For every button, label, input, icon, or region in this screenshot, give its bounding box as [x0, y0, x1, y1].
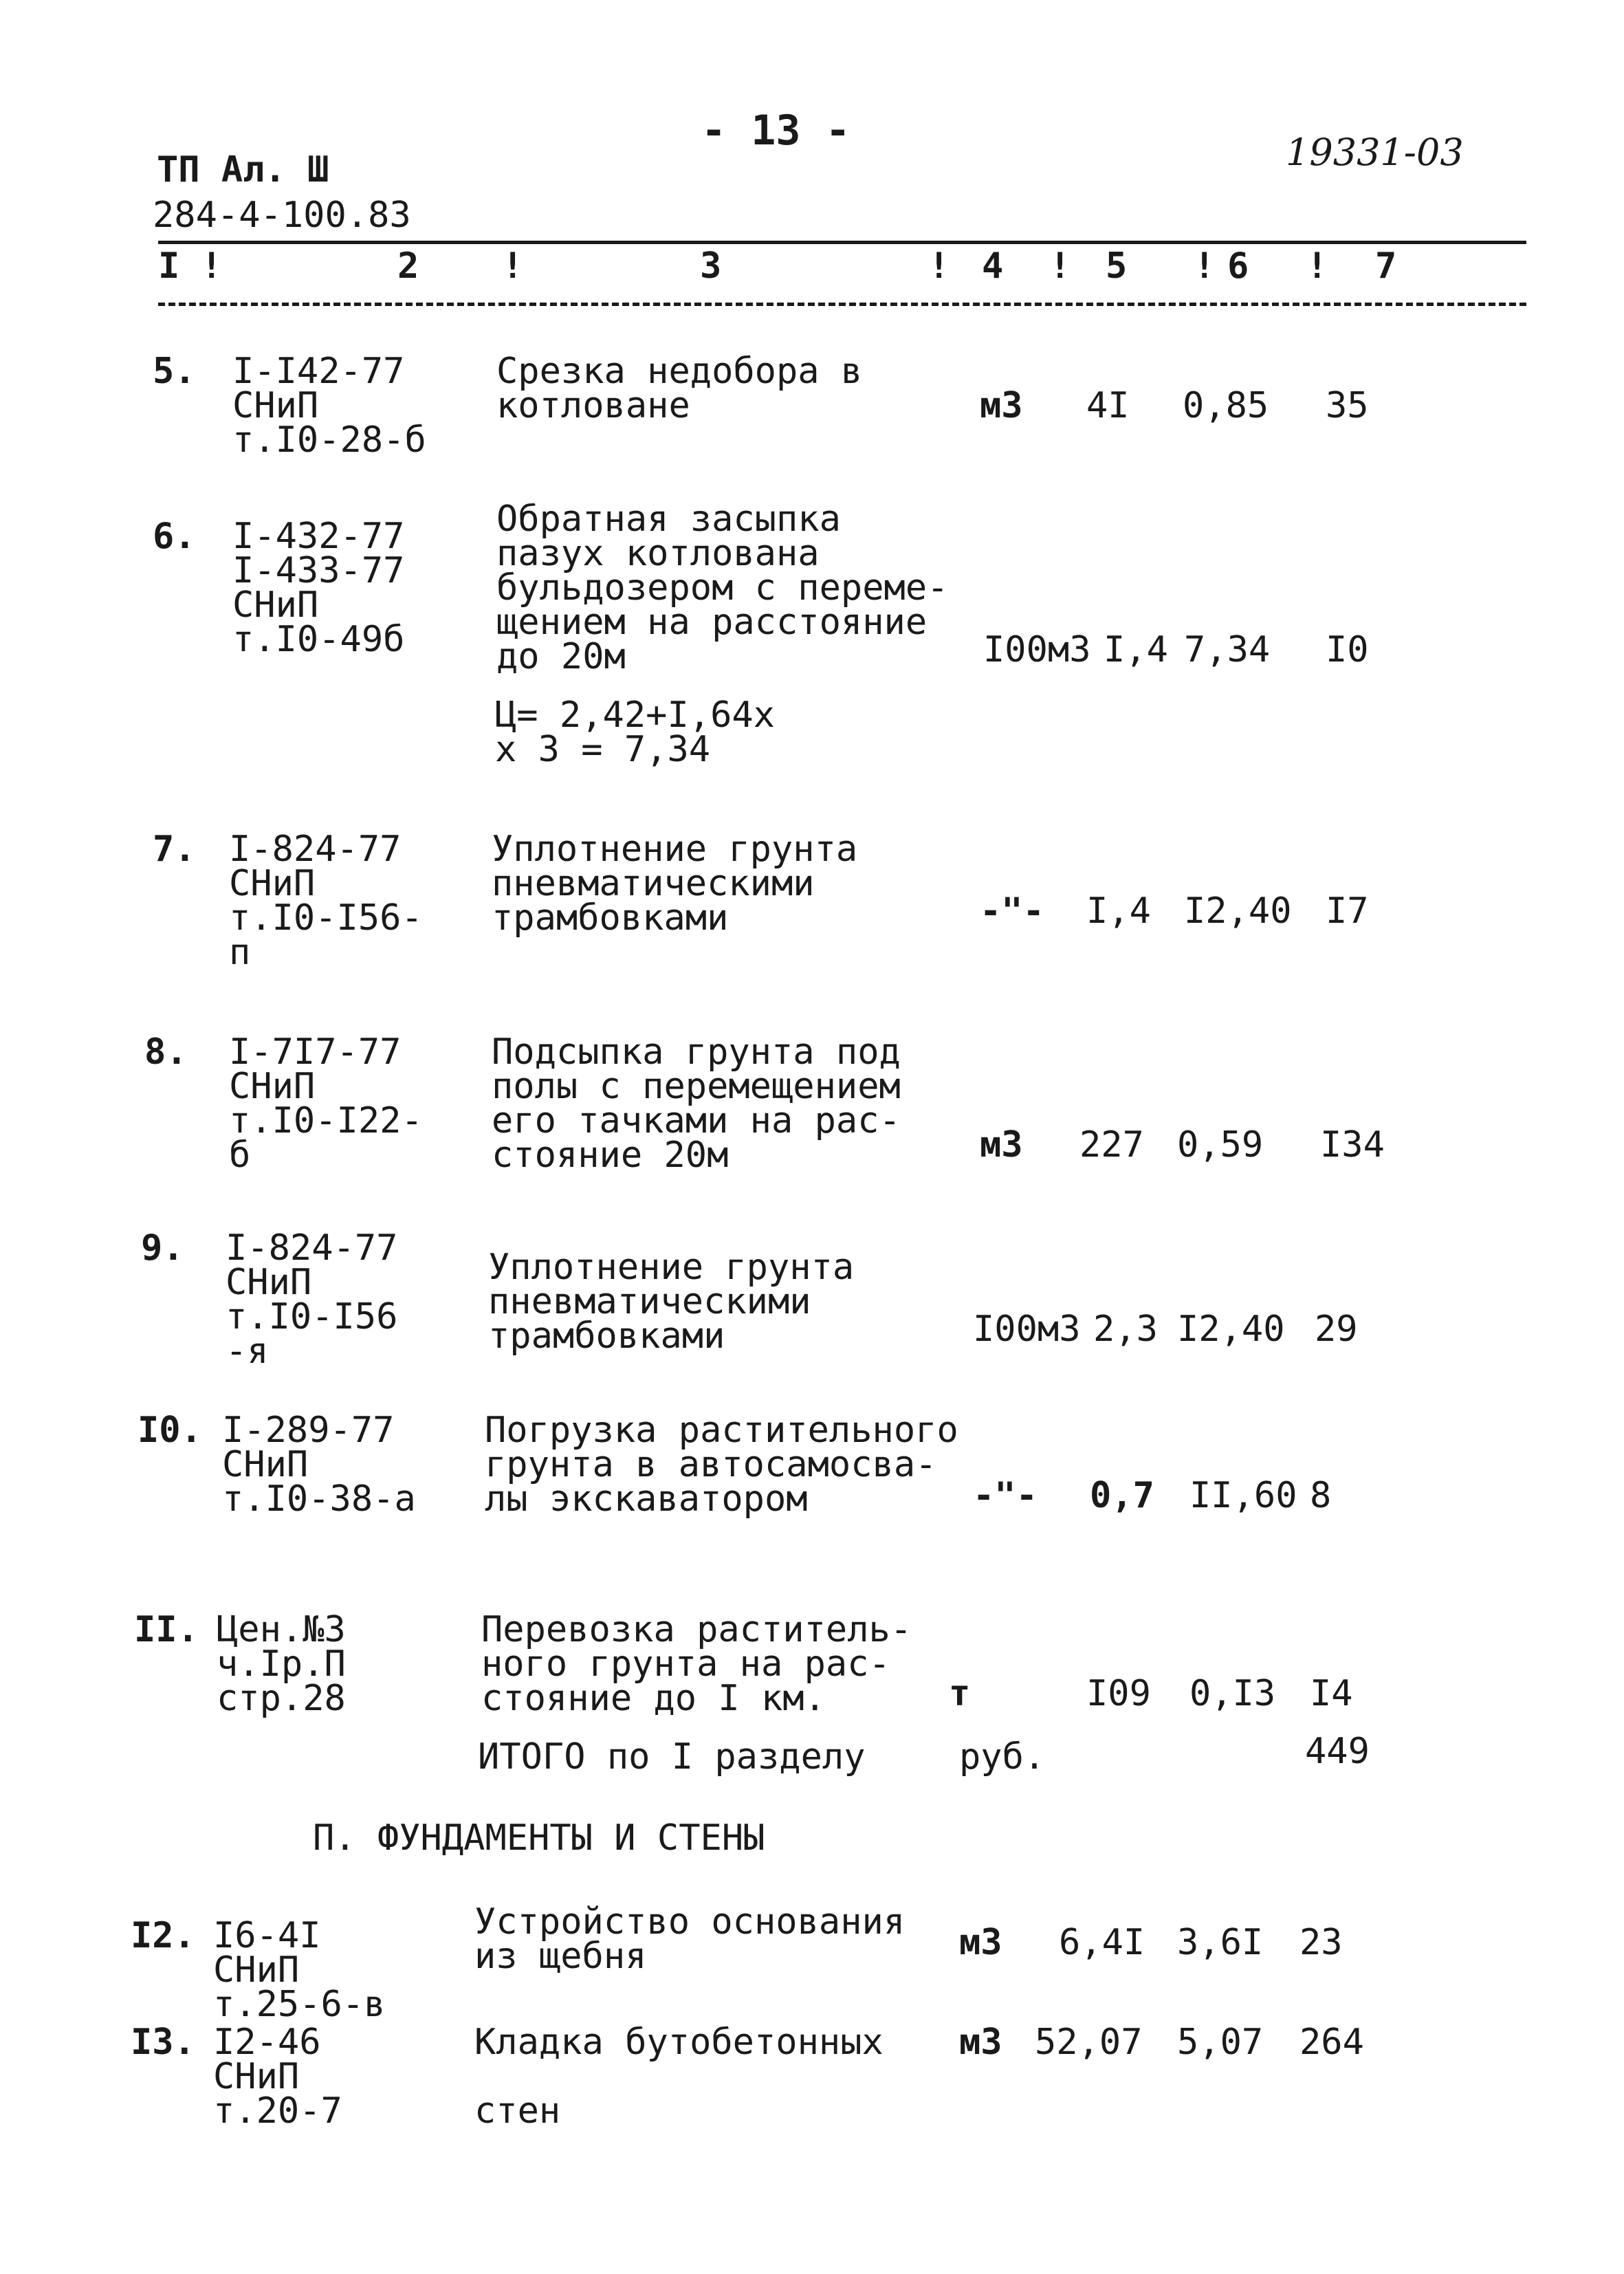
norm-reference: Цен.№3 ч.Iр.П стр.28: [217, 1609, 346, 1719]
total-cell: I34: [1320, 1124, 1385, 1166]
section-title: П. ФУНДАМЕНТЫ И СТЕНЫ: [313, 1817, 765, 1859]
col-sep: !: [1049, 245, 1071, 287]
row-number: 6.: [153, 516, 196, 557]
unit-price-cell: 7,34: [1184, 629, 1271, 670]
quantity-cell: 6,4I: [1059, 1922, 1145, 1963]
unit-cell: -"-: [980, 890, 1044, 932]
unit-price-cell: I2,40: [1184, 890, 1292, 932]
col-sep: !: [1306, 245, 1328, 287]
total-cell: I7: [1326, 890, 1369, 932]
col-6-label: 6: [1227, 245, 1249, 287]
total-cell: I0: [1326, 629, 1369, 670]
archive-number: 19331-03: [1286, 131, 1464, 174]
col-sep: !: [502, 245, 524, 287]
unit-price-cell: 0,I3: [1189, 1673, 1276, 1714]
total-cell: 35: [1326, 385, 1369, 426]
subtotal-unit: руб.: [959, 1736, 1046, 1778]
unit-cell: I00м3: [983, 629, 1091, 670]
row-number: I3.: [131, 2022, 195, 2063]
row-number: II.: [134, 1609, 199, 1650]
work-description: Срезка недобора в котловане: [496, 351, 863, 426]
unit-cell: м3: [980, 1124, 1023, 1166]
unit-cell: м3: [980, 385, 1023, 426]
quantity-cell: 0,7: [1090, 1475, 1154, 1516]
work-description: Устройство основания из щебня: [474, 1901, 906, 1977]
row-number: 9.: [141, 1227, 184, 1269]
column-header-row: [158, 245, 1526, 290]
unit-price-cell: I2,40: [1177, 1309, 1285, 1350]
norm-reference: I-289-77 СНиП т.I0-38-а: [222, 1410, 416, 1520]
quantity-cell: 2,3: [1093, 1309, 1158, 1350]
col-3-label: 3: [700, 245, 722, 287]
unit-price-cell: 5,07: [1177, 2022, 1264, 2063]
work-description: Обратная засыпка пазух котлована бульдозером с переме- щением на расстояние до 20м: [496, 499, 949, 677]
quantity-cell: I09: [1086, 1673, 1151, 1714]
subtotal-total: 449: [1305, 1731, 1370, 1772]
unit-cell: м3: [959, 1922, 1002, 1963]
total-cell: I4: [1310, 1673, 1353, 1714]
unit-price-cell: 0,59: [1177, 1124, 1264, 1166]
work-description: Перевозка раститель- ного грунта на рас- стояние до I км.: [481, 1609, 912, 1719]
doc-code: [157, 149, 329, 190]
unit-price-cell: II,60: [1189, 1475, 1297, 1516]
norm-reference: I-824-77 СНиП т.I0-I56 -я: [226, 1227, 398, 1372]
work-description: Уплотнение грунта пневматическими трамбовками: [488, 1247, 855, 1357]
work-description: Подсыпка грунта под полы с перемещением его тачками на рас- стояние 20м: [492, 1031, 901, 1176]
col-7-label: 7: [1375, 245, 1397, 287]
norm-reference: I-7I7-77 СНиП т.I0-I22- б: [229, 1031, 423, 1176]
unit-cell: I00м3: [973, 1309, 1081, 1350]
quantity-cell: 4I: [1086, 385, 1130, 426]
norm-reference: I-I42-77 СНиП т.I0-28-б: [232, 351, 426, 461]
row-number: I0.: [138, 1410, 202, 1451]
quantity-cell: 52,07: [1035, 2022, 1143, 2063]
header-bottom-rule: [158, 303, 1526, 306]
quantity-cell: 227: [1079, 1124, 1144, 1166]
col-1-label: I: [158, 245, 180, 287]
subtotal-label: ИТОГО по I разделу: [478, 1736, 866, 1778]
header-top-rule: [158, 241, 1526, 244]
unit-price-cell: 0,85: [1183, 385, 1269, 426]
total-cell: 29: [1315, 1309, 1358, 1350]
col-sep: !: [201, 245, 223, 287]
col-2-label: 2: [397, 245, 419, 287]
total-cell: 23: [1299, 1922, 1343, 1963]
row-number: 8.: [144, 1031, 188, 1073]
row-number: 7.: [153, 829, 196, 870]
col-sep: !: [1194, 245, 1216, 287]
col-sep: !: [928, 245, 950, 287]
row-number: I2.: [131, 1915, 195, 1956]
norm-reference: I-432-77 I-433-77 СНиП т.I0-49б: [232, 516, 405, 660]
row-number: 5.: [153, 351, 196, 392]
norm-reference: I2-46 СНиП т.20-7: [213, 2022, 342, 2132]
total-cell: 264: [1299, 2022, 1364, 2063]
unit-cell: м3: [959, 2022, 1002, 2063]
unit-price-cell: 3,6I: [1177, 1922, 1264, 1963]
doc-code-line1: ТП Ал. Ш: [157, 149, 329, 190]
col-4-label: 4: [982, 245, 1004, 287]
work-description: Уплотнение грунта пневматическими трамбовками: [492, 829, 858, 939]
doc-code-number: 284-4-100.83: [153, 195, 411, 236]
unit-cell: т: [949, 1673, 971, 1714]
total-cell: 8: [1310, 1475, 1332, 1516]
quantity-cell: I,4: [1086, 890, 1151, 932]
quantity-cell: I,4: [1104, 629, 1168, 670]
unit-cell: -"-: [973, 1475, 1038, 1516]
norm-reference: I6-4I СНиП т.25-6-в: [213, 1915, 386, 2025]
work-description: Погрузка растительного грунта в автосамосва- лы экскаватором: [485, 1410, 958, 1520]
price-calculation-note: Ц= 2,42+I,64х х 3 = 7,34: [495, 695, 775, 770]
page-number: - 13 -: [701, 107, 851, 155]
work-description: Кладка бутобетонных стен: [474, 2022, 884, 2132]
col-5-label: 5: [1106, 245, 1128, 287]
norm-reference: I-824-77 СНиП т.I0-I56- п: [229, 829, 423, 973]
